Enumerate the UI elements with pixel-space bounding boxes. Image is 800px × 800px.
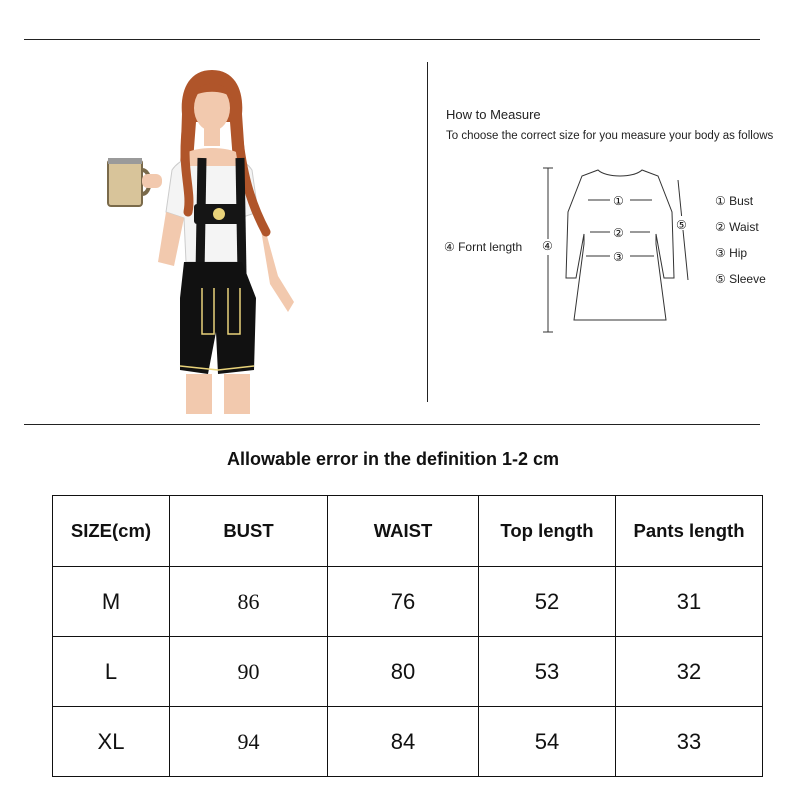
how-to-measure-subtitle: To choose the correct size for you measure your body as follows xyxy=(446,130,774,142)
how-to-measure-panel xyxy=(440,100,800,360)
vertical-divider xyxy=(427,62,428,402)
hip-marker: ③ xyxy=(613,250,624,264)
cell-bust: 86 xyxy=(170,567,328,637)
front-length-label: ④ Fornt length xyxy=(444,240,523,254)
cell-bust: 90 xyxy=(170,637,328,707)
cell-waist: 76 xyxy=(328,567,479,637)
how-to-measure-title: How to Measure xyxy=(446,107,541,122)
cell-top-length: 54 xyxy=(479,707,616,777)
waist-marker: ② xyxy=(613,226,624,240)
allowable-error-caption: Allowable error in the definition 1-2 cm xyxy=(226,449,560,469)
header-pants-length: Pants length xyxy=(616,496,763,567)
size-chart-table xyxy=(52,495,763,777)
cell-top-length: 52 xyxy=(479,567,616,637)
table-row xyxy=(53,637,763,707)
cell-size: L xyxy=(53,637,170,707)
cell-waist: 80 xyxy=(328,637,479,707)
header-top-length: Top length xyxy=(479,496,616,567)
table-row xyxy=(53,567,763,637)
table-header-row xyxy=(53,496,763,567)
legend-sleeve: ⑤ Sleeve xyxy=(715,272,766,286)
header-bust: BUST xyxy=(170,496,328,567)
cell-pants-length: 32 xyxy=(616,637,763,707)
legend-hip: ③ Hip xyxy=(715,246,748,260)
bust-marker: ① xyxy=(613,194,624,208)
cell-size: XL xyxy=(53,707,170,777)
top-divider xyxy=(24,39,760,40)
header-waist: WAIST xyxy=(328,496,479,567)
cell-size: M xyxy=(53,567,170,637)
cell-pants-length: 31 xyxy=(616,567,763,637)
measure-legend xyxy=(715,192,766,296)
legend-waist: ② Waist xyxy=(715,220,759,234)
cell-top-length: 53 xyxy=(479,637,616,707)
cell-pants-length: 33 xyxy=(616,707,763,777)
middle-divider xyxy=(24,424,760,425)
legend-bust: ① Bust xyxy=(715,194,754,208)
header-size: SIZE(cm) xyxy=(53,496,170,567)
front-length-marker: ④ xyxy=(542,239,553,253)
cell-bust: 94 xyxy=(170,707,328,777)
sleeve-marker: ⑤ xyxy=(676,218,687,232)
cell-waist: 84 xyxy=(328,707,479,777)
table-row xyxy=(53,707,763,777)
model-photo xyxy=(100,62,320,414)
